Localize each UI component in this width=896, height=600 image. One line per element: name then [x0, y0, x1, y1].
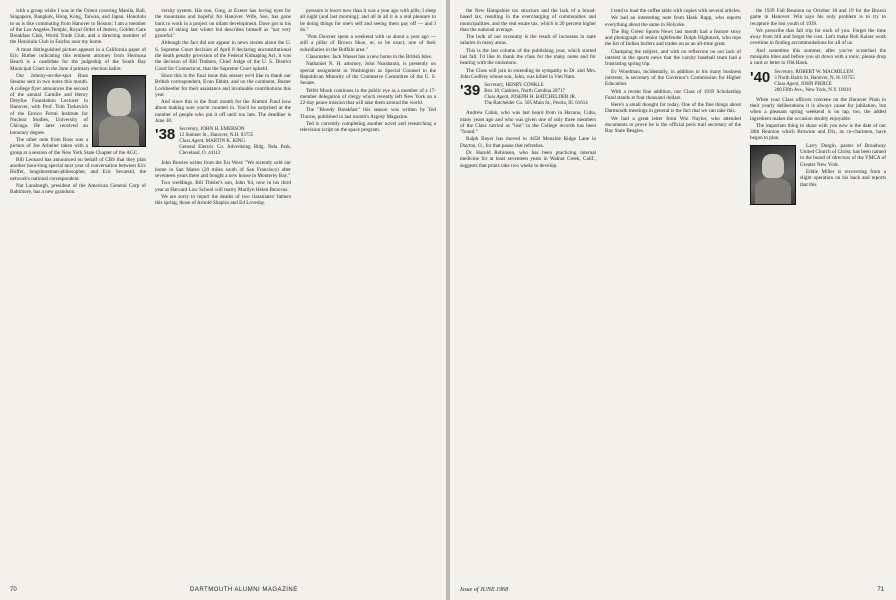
class-officers: Secretary, ROBERT W. MACMILLEN 3 North Balch St. Hanover, N. H. 03755 Class Agent, JOHN PIERCE 200 Fifth Ave., New York, N.Y. 10010 — [774, 69, 855, 93]
left-column-2 — [155, 8, 291, 578]
paragraph: John Bowles writes from the Far West: "We recently sold our home in San Mateo (20 miles south of San Francisco) after seventeen years there and bought a new house in Monterey Bay." — [155, 160, 291, 179]
paragraph: Nat Lansburgh, president of the American General Corp of Baltimore, has a new grandson. — [10, 183, 146, 196]
paragraph: the New Hampshire tax structure and the lack of a broad-based tax, resulting in the overcharging of communities and municipalities, and the real estate tax, which is 20 percent higher than the national average. — [460, 8, 596, 33]
paragraph: Our Johnny-on-the-spot Russ Stearns sent in two notes this month. A college flyer announces the second of the annual Camille and Henry Dreyfus Foundation Lecturer in Hanover, with Prof. Tom Turkevich of the Enrico Fermi Institute for Nuclear Studies, University of Chicago. He later received an honorary degree. — [10, 72, 88, 136]
paragraph: The Class will join in extending its sympathy to Dr. and Mrs. John Godfrey whose son, John, was killed in Viet Nam. — [460, 67, 596, 80]
left-column-1 — [10, 8, 146, 578]
paragraph: Ev Woodman, incidentally, in addition to his many business interests, is secretary of the Governor's Commission for Higher Education. — [605, 68, 741, 88]
paragraph: Nathaniel N. H. attorney, John Nussbaum, is presently on special assignment in Washington as Special Counsel to the Republican Minority of the Commerce Committee of the U. S. Senate. — [300, 61, 436, 87]
portrait-photo — [750, 145, 796, 205]
paragraph: A most distinguished picture appears in a California paper of Eric Ruther indicating this eminent attorney from Hermosa Beach is a candidate for the judgeship of the South Bay Municipal Court in the June 4 primary election ballot. — [10, 46, 146, 72]
paragraph: Larry Durgin, pastor of Broadway United Church of Christ, has been named to the board of directors of the YMCA of Greater New York. — [800, 142, 886, 168]
paragraph: The bulk of our economy is the result of increases in state salaries in many areas. — [460, 34, 596, 47]
left-page — [0, 0, 446, 600]
class-officers: Secretary, JOHN H. EMERSON 12 Sumner St., Hanover, N.H. 03755 Class Agent, MARTIN K. KING General Electric Co. Advertising Bldg. Nela Park, Cleveland, O. 44112 — [179, 127, 291, 157]
class-year: '39 — [460, 82, 481, 100]
paragraph: We are sorry to report the deaths of two classmates' fathers this spring, those of Arnold Shapiro and Ed Loveday. — [155, 193, 291, 207]
page-number-left: 70 — [10, 587, 17, 593]
paragraph: We had an interesting note from Hank Rapp, who reports everything about the same in Holyoke. — [605, 15, 741, 28]
paragraph: We had a great letter from Win Naylor, who attended documents to prove he is the official peck trail secretary of the Bay State Beagles. — [605, 115, 741, 135]
page-number-right: 71 — [877, 587, 884, 593]
right-page — [450, 0, 896, 600]
right-column-2 — [605, 8, 741, 578]
paragraph: Classmates: Jack Wasset has a new home in the British Isles. — [306, 54, 433, 61]
paragraph: Since this is the final issue this season we'd like to thank our British correspondent, Evan Ebbitt, and on the continent, Buster Lockbeetler for their assistance and invaluable contributions this year. — [155, 72, 291, 98]
paragraph: And sometime this summer, after you've scratched the mosquito bites and before you sit down with a tonic, please drop a card or letter to Old Hank. — [750, 47, 886, 67]
paragraph: The "Bloody Breakfast" this season was written by Ted Thorne, published in last month's Argosy Magazine. — [300, 107, 436, 120]
footer-issue-date: Issue of JUNE 1968 — [460, 587, 509, 593]
class-officers: Secretary, HENRY CONKLE Box 18, Cashiers, North Carolina 28717 Class Agent, JOSEPH H. BATCHELDER JR. The Batchelder Co. 505 Main St., Peoria, Ill. 61614 — [484, 83, 588, 107]
paragraph: The Big Green Sports News last month had a feature story and photograph of senior tightfender Dolph Highmark, who tops the list of Indian hurlers and trades on as an all-time great. — [605, 28, 741, 48]
class-year: '38 — [155, 126, 176, 144]
paragraph: pressure is lower now than it was a year ago with pills; I sleep all night (and last morning); and all in all it is a real pleasure to be doing things for one's self and seeing them pay off — and I do." — [300, 8, 436, 33]
class-heading-40 — [750, 70, 886, 94]
paragraph: Telfer Mook continues in the public eye as a member of a 17-member delegation of clergy which recently left New York on a 22-day peace mission that will take them around the world. — [300, 87, 436, 107]
paragraph: This is the last column of the publishing year, which started last fall. I'd like to thank the class for the many notes and for bearing with the omissions. — [460, 47, 596, 67]
paragraph: Andrew Cabin, who was last heard from in Havana, Cuba, many years ago and who was given one of only three members of the Class carried as "lost" in the College records has been "found." — [460, 110, 596, 136]
paragraph: Ralph Bayer has moved to 4458 Menzine Ridge Lane in Dayton, O., for that pause that refreshes. — [460, 136, 596, 149]
paragraph: Eddie Miller is recovering from a slight operation on his back and reports that this — [800, 168, 886, 188]
paragraph: Champing the subject, and with no reflection on our lack of interest in the sports news that the varsity baseball team had a frustrating spring trip. — [605, 48, 741, 68]
paragraph: with a group while I was in the Orient covering Manila, Bali, Singapore, Bangkok, Hong Kong, Taiwan, and Japan. Honolulu to us is like commuting from Hanover to Boston; I am a member of the Los Angeles Temple, Royal Order of Jesters, Golden Gate Breakfast Club, World Trade Club, and a directing member of the Honolulu Club in Fairfax near my home. — [10, 8, 146, 46]
paragraph: Bill Leonard has announced on behalf of CBS that they plan another hour-long special next year of conversation between Eric Hoffer, longshoreman-philosopher, and Eric Sevareid, the network's national correspondent. — [10, 156, 146, 182]
class-heading-39 — [460, 83, 596, 107]
paragraph: Although the fact did not appear in news stories about the U. S. Supreme Court decision of April 8 declaring unconstitutional the death penalty provision of the Federal Kidnaping Act, it was the decision of Bill Timbers, Chief Judge of the U. S. District Court for Connecticut, that the Supreme Court upheld. — [155, 40, 291, 72]
paragraph: I tend to load the coffee table with copies with several articles. — [611, 8, 741, 14]
right-column-3 — [750, 8, 886, 578]
portrait-photo — [92, 75, 146, 147]
right-column-1 — [460, 8, 596, 578]
paragraph: the 1939 Fall Reunion on October 18 and 19 for the Brown game in Hanover. Win says his only problem is to try to recapture the lost youth of 1939. — [750, 8, 886, 27]
paragraph: And since this is the final month for the Alumni Fund how about making sure you're counted in. You'd be surprised at the number of people who put it off until too late. The deadline is June 30. — [155, 99, 291, 125]
paragraph: The important thing to share with you now is the date of our 30th Reunion which Brownie and Dix, as co-chairmen, have begun to plan. — [750, 122, 886, 142]
paragraph: "Pots Downer spent a weekend with us about a year ago — still a pillar of Brown Shoe, or, to be exact, one of their subsidiaries in the Buffalo area." — [300, 34, 436, 53]
paragraph: Dr. Harold Robinson, who has been practicing internal medicine for at least seventeen years in Walnut Creek, Calif., suggests that prints take two weeks to develop. — [460, 150, 596, 169]
footer-magazine-title: DARTMOUTH ALUMNI MAGAZINE — [190, 587, 298, 593]
paragraph: Here's a small thought for today. One of the fine things about Dartmouth meetings in general is the fact that we can take this. — [605, 102, 741, 115]
paragraph: Two weddings. Bill Thisler's son, John '64, now in his third year at Harvard Law School will marry Marilyn Helen Benovas. — [155, 180, 291, 193]
paragraph: The other note from Russ was a picture of Joe Arbeiter taken with a group at a session of the New York State Chapter of the AGC. — [10, 136, 139, 156]
paragraph: With a recent fine addition, our Class of 1939 Scholarship Fund stands at four thousand dollars. — [605, 88, 741, 101]
paragraph: We prescribe that fall trip for each of you. Forget the time away from bill and forget the cost. Let's make Bob Kaiser work overtime in finding accommodations for all of us. — [750, 27, 886, 47]
paragraph: versity system. His son, Greg, at Exeter has loving eyes for the mountains and hopeful for Hanover. Wife, Sue, has gone back to work in a project on infant development. Dave got in his quota of skiing last winter but describes himself as "not very graceful." — [155, 8, 291, 40]
class-heading-38 — [155, 127, 291, 157]
class-year: '40 — [750, 68, 771, 86]
paragraph: When your Class officers convene on the Hanover Plain in their yearly deliberations it is always cause for jubilation, but when a pleasant spring weekend is on tap, too, the added ingredient makes the occasion doubly enjoyable. — [750, 96, 886, 122]
paragraph: Ted is currently completing another novel and researching a television script on the space program. — [300, 121, 436, 134]
left-column-3 — [300, 8, 436, 578]
